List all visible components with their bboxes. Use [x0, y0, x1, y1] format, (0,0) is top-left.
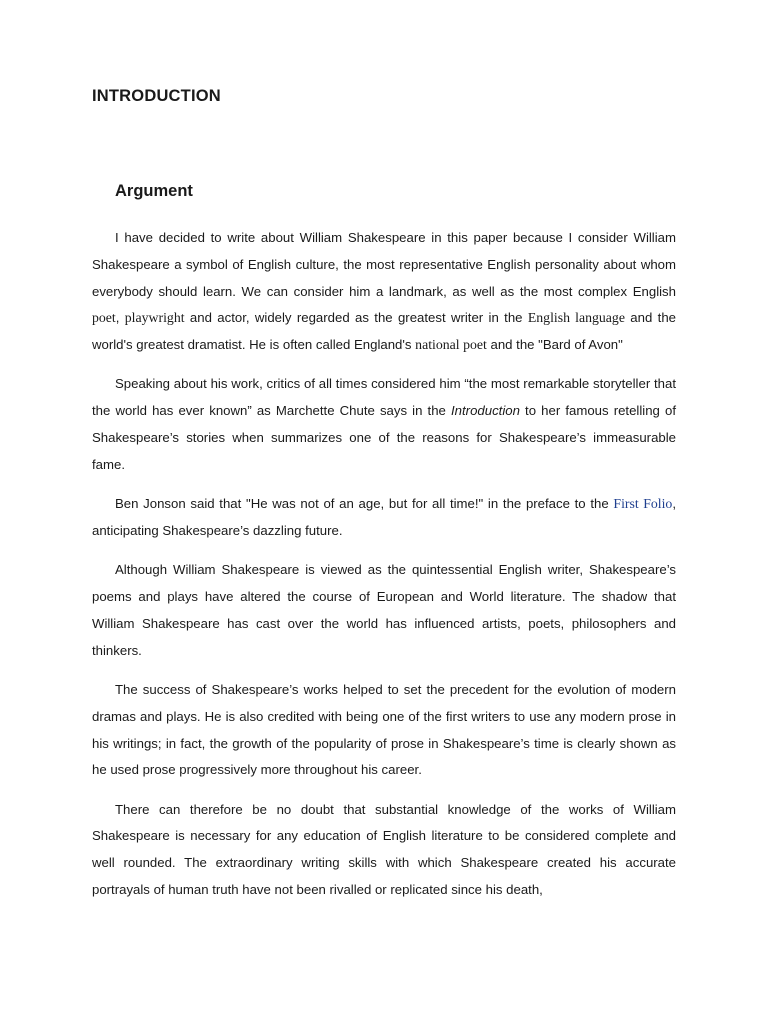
english-language-term: English language [527, 310, 625, 326]
introduction-title: Introduction [451, 403, 520, 419]
paragraph-text: Ben Jonson said that "He was not of an age, but for all time!" in the preface to the [115, 496, 614, 512]
national-poet-term: national poet [415, 337, 487, 353]
page-title: INTRODUCTION [92, 87, 221, 105]
paragraph-text: and the "Bard of Avon" [486, 337, 623, 353]
paragraph-text: Speaking about his work, critics of all times considered him “the most remarkable storyteller that the world has ever known” as Marchette Chute says in the [92, 376, 676, 419]
paragraph-jonson [92, 491, 676, 545]
paragraph-text: , anticipating Shakespeare’s dazzling future. [92, 496, 676, 538]
paragraph-argument [92, 225, 676, 359]
paragraph-text: and the world's greatest dramatist. He is often called England's [92, 310, 676, 353]
paragraph-text: , [115, 310, 125, 326]
body-text [92, 225, 676, 916]
paragraph-critics [92, 371, 676, 478]
paragraph-text: to her famous retelling of Shakespeare’s stories when summarizes one of the reasons for Shakespeare’s immeasurable fame. [92, 403, 676, 472]
paragraph-influence: Although William Shakespeare is viewed as the quintessential English writer, Shakespeare’s poems and plays have altered the course of European and World literature. The shadow that William Shakespeare has cast over the world has influenced artists, poets, philosophers and thinkers. [92, 562, 676, 658]
paragraph-text: I have decided to write about William Shakespeare in this paper because I consider William Shakespeare a symbol of English culture, the most representative English personality about whom everybody should learn. We can consider him a landmark, as well as the most complex English [92, 230, 676, 299]
section-heading: Argument [115, 182, 193, 200]
first-folio-link[interactable]: First Folio [613, 496, 673, 512]
poet-term: poet [92, 310, 116, 326]
paragraph-text: and actor, widely regarded as the greatest writer in the [184, 310, 528, 326]
paragraph-prose: The success of Shakespeare’s works helped to set the precedent for the evolution of modern dramas and plays. He is also credited with being one of the first writers to use any modern prose in his writings; in fact, the growth of the popularity of prose in Shakespeare’s time is clearly shown as he used prose progressively more throughout his career. [92, 681, 676, 778]
playwright-term: playwright [124, 310, 185, 326]
paragraph-education: There can therefore be no doubt that substantial knowledge of the works of William Shakespeare is necessary for any education of English literature to be considered complete and well rounded. The extraordinary writing skills with which Shakespeare created his accurate portrayals of human truth have not been rivalled or replicated since his death, [92, 801, 676, 898]
